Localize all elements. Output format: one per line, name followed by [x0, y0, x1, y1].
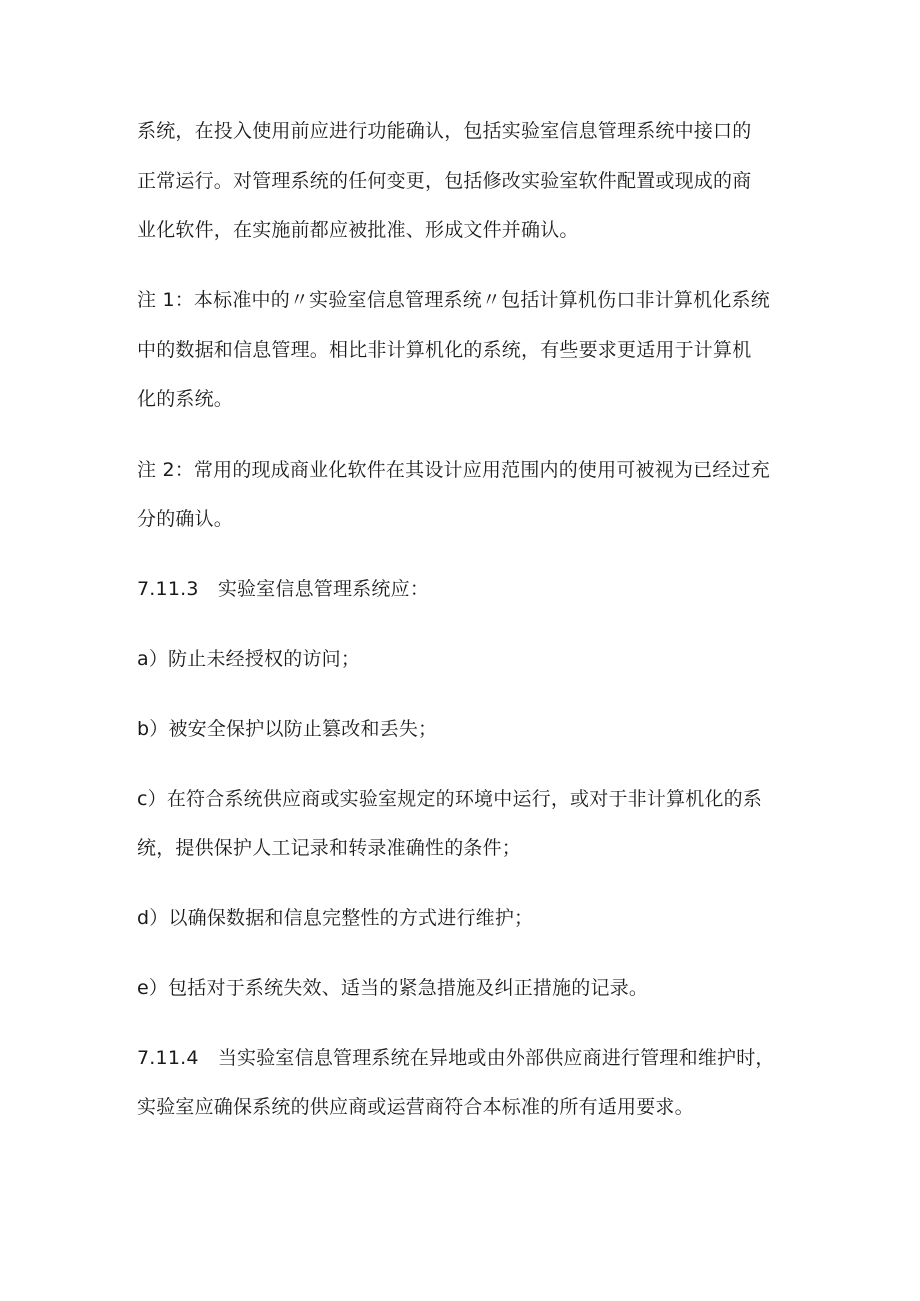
note-2-line: 注 2：常用的现成商业化软件在其设计应用范围内的使用可被视为已经过充: [137, 459, 770, 481]
list-item-c: c）在符合系统供应商或实验室规定的环境中运行，或对于非计算机化的系: [137, 788, 763, 810]
paragraph-line: 正常运行。对管理系统的任何变更，包括修改实验室软件配置或现成的商: [137, 170, 752, 192]
note-1-line: 注 1：本标准中的〃实验室信息管理系统〃包括计算机伤口非计算机化系统: [137, 289, 770, 311]
clause-7-11-3: 7.11.3 实验室信息管理系统应：: [137, 578, 430, 600]
list-item-b: b）被安全保护以防止篡改和丢失；: [137, 718, 438, 740]
paragraph-line: 系统，在投入使用前应进行功能确认，包括实验室信息管理系统中接口的: [137, 120, 752, 142]
paragraph-line: 业化软件，在实施前都应被批准、形成文件并确认。: [137, 219, 579, 241]
list-item-a: a）防止未经授权的访问；: [137, 648, 361, 670]
note-1-line: 化的系统。: [137, 388, 234, 410]
note-2-line: 分的确认。: [137, 508, 234, 530]
list-item-c: 统，提供保护人工记录和转录准确性的条件；: [137, 837, 522, 859]
clause-7-11-4: 7.11.4 当实验室信息管理系统在异地或由外部供应商进行管理和维护时，: [137, 1047, 775, 1069]
list-item-d: d）以确保数据和信息完整性的方式进行维护；: [137, 907, 534, 929]
clause-7-11-4: 实验室应确保系统的供应商或运营商符合本标准的所有适用要求。: [137, 1096, 694, 1118]
list-item-e: e）包括对于系统失效、适当的紧急措施及纠正措施的记录。: [137, 977, 649, 999]
note-1-line: 中的数据和信息管理。相比非计算机化的系统，有些要求更适用于计算机: [137, 339, 752, 361]
